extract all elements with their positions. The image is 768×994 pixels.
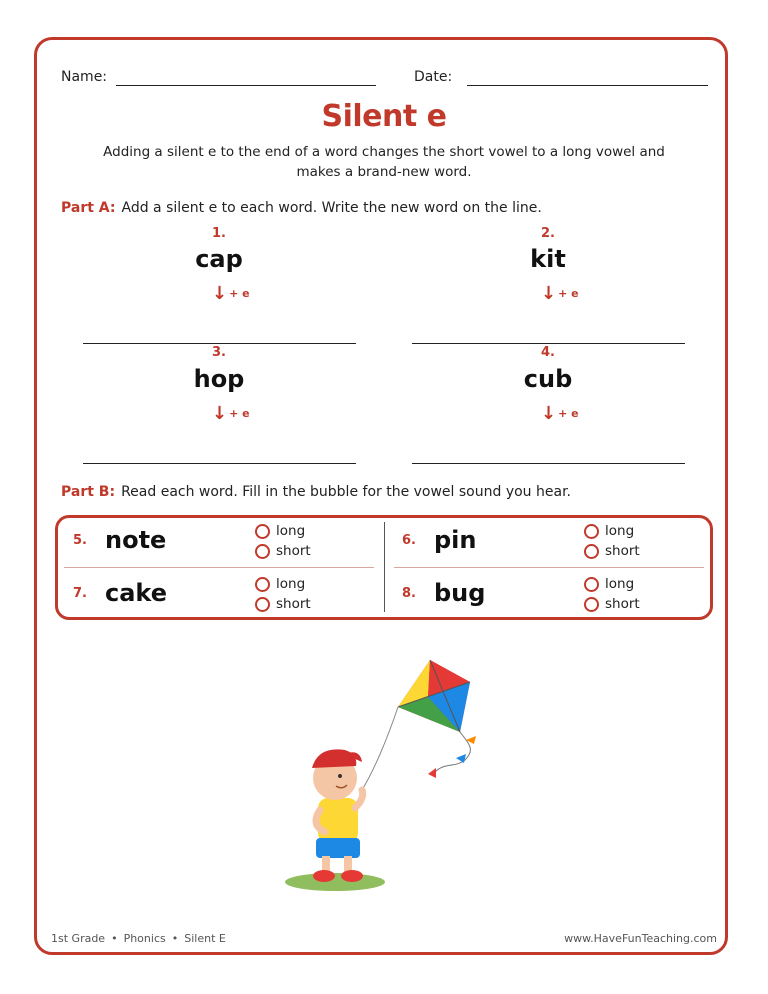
option-label: short xyxy=(605,543,640,559)
answer-line[interactable] xyxy=(412,343,685,344)
bubble-icon[interactable] xyxy=(255,577,270,592)
plus-e-label: + e xyxy=(558,287,579,300)
plus-e-hint xyxy=(212,283,250,304)
item-number: 6. xyxy=(402,533,416,548)
kite-icon xyxy=(398,660,470,732)
plus-e-label: + e xyxy=(558,407,579,420)
down-arrow-icon: ↓ xyxy=(212,403,228,424)
name-label: Name: xyxy=(61,69,108,85)
plus-e-label: + e xyxy=(229,407,250,420)
item-word: cub xyxy=(523,365,573,393)
bubble-icon[interactable] xyxy=(584,597,599,612)
name-line[interactable] xyxy=(116,85,376,86)
footer-subject: Phonics xyxy=(123,932,166,945)
page-title: Silent e xyxy=(321,99,447,134)
option-long[interactable] xyxy=(584,576,634,592)
item-word: cake xyxy=(105,579,168,607)
date-label: Date: xyxy=(414,69,453,85)
option-long[interactable] xyxy=(255,523,305,539)
bubble-icon[interactable] xyxy=(584,524,599,539)
item-number: 7. xyxy=(73,586,87,601)
option-label: short xyxy=(276,596,311,612)
option-label: long xyxy=(605,523,635,539)
item-number: 1. xyxy=(212,226,226,241)
item-word: cap xyxy=(195,245,243,273)
bubble-icon[interactable] xyxy=(255,544,270,559)
plus-e-hint xyxy=(212,403,250,424)
option-label: short xyxy=(605,596,640,612)
option-short[interactable] xyxy=(255,543,311,559)
item-number: 4. xyxy=(541,345,555,360)
row-divider xyxy=(64,567,374,568)
part-a-instruction: Add a silent e to each word. Write the new word on the line. xyxy=(121,200,542,216)
option-label: long xyxy=(605,576,635,592)
bubble-icon[interactable] xyxy=(584,544,599,559)
option-label: long xyxy=(276,523,306,539)
bubble-icon[interactable] xyxy=(255,524,270,539)
item-number: 3. xyxy=(212,345,226,360)
down-arrow-icon: ↓ xyxy=(212,283,228,304)
footer-grade: 1st Grade xyxy=(51,932,106,945)
answer-line[interactable] xyxy=(83,343,356,344)
footer-topic: Silent E xyxy=(184,932,226,945)
intro-text: Adding a silent e to the end of a word changes the short vowel to a long vowel and makes a brand-new word. xyxy=(103,144,665,180)
date-line[interactable] xyxy=(467,85,708,86)
item-word: kit xyxy=(530,245,566,273)
footer-separator: • xyxy=(171,932,179,945)
option-short[interactable] xyxy=(255,596,311,612)
plus-e-label: + e xyxy=(229,287,250,300)
part-b-label: Part B: xyxy=(61,484,116,500)
option-short[interactable] xyxy=(584,596,640,612)
option-label: long xyxy=(276,576,306,592)
down-arrow-icon: ↓ xyxy=(541,283,557,304)
part-a-label: Part A: xyxy=(61,200,116,216)
bubble-icon[interactable] xyxy=(584,577,599,592)
item-number: 8. xyxy=(402,586,416,601)
item-word: hop xyxy=(193,365,245,393)
boy-flying-kite-illustration xyxy=(270,650,500,895)
part-b-instruction: Read each word. Fill in the bubble for the vowel sound you hear. xyxy=(121,484,571,500)
footer-separator: • xyxy=(111,932,118,945)
item-number: 2. xyxy=(541,226,555,241)
down-arrow-icon: ↓ xyxy=(541,403,557,424)
bubble-icon[interactable] xyxy=(255,597,270,612)
answer-line[interactable] xyxy=(83,463,356,464)
option-long[interactable] xyxy=(584,523,634,539)
footer-tags xyxy=(51,932,226,945)
item-word: bug xyxy=(434,579,486,607)
part-a-heading xyxy=(61,200,542,216)
footer-website[interactable]: www.HaveFunTeaching.com xyxy=(564,932,717,945)
column-divider xyxy=(384,522,385,612)
row-divider xyxy=(394,567,704,568)
option-label: short xyxy=(276,543,311,559)
option-short[interactable] xyxy=(584,543,640,559)
item-number: 5. xyxy=(73,533,87,548)
option-long[interactable] xyxy=(255,576,305,592)
plus-e-hint xyxy=(541,403,579,424)
plus-e-hint xyxy=(541,283,579,304)
item-word: pin xyxy=(434,526,477,554)
part-b-heading xyxy=(61,484,571,500)
item-word: note xyxy=(105,526,167,554)
answer-line[interactable] xyxy=(412,463,685,464)
